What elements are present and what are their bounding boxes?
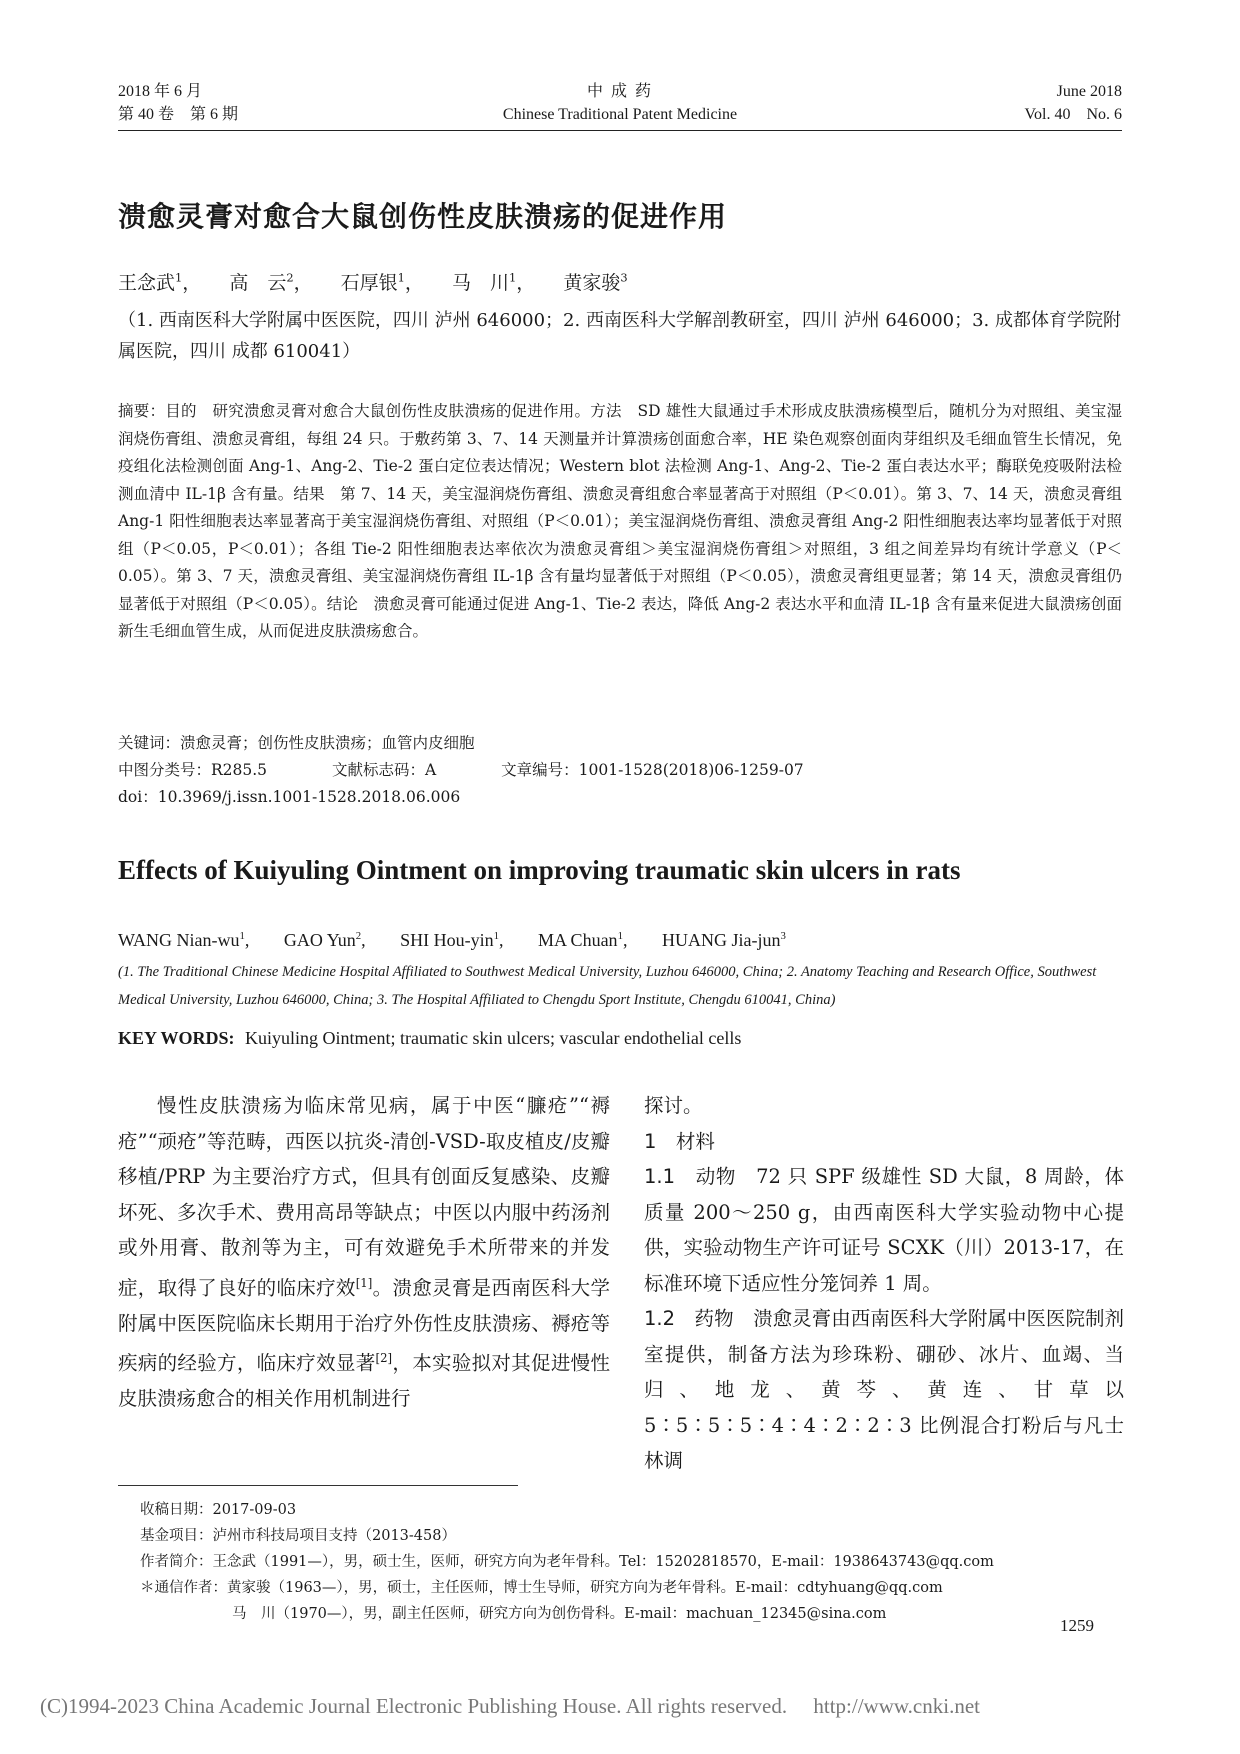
author-en: WANG Nian-$wu^1$, — [118, 930, 250, 950]
keywords-en-text: Kuiyuling Ointment; traumatic skin ulcers; vascular endothelial cells — [245, 1028, 742, 1048]
journal-name-cn: 中 成 药 — [586, 83, 653, 100]
author-intro: 作者简介：王念武（1991—），男，硕士生，医师，研究方向为老年骨科。Tel：15202818570，E-mail：1938643743@qq.com — [140, 1554, 994, 1570]
subsection-drugs: 1.2 药物 溃愈灵膏由西南医科大学附属中医医院制剂室提供，制备方法为珍珠粉、硼砂、冰片、血竭、当归、地龙、黄芩、黄连、甘草以 5∶5∶5∶5∶4∶4∶2∶2∶3 比例混合打粉后与凡士林调 — [644, 1307, 1124, 1472]
abstract-cn: 摘要：目的 研究溃愈灵膏对愈合大鼠创伤性皮肤溃疡的促进作用。方法 SD 雄性大鼠通过手术形成皮肤溃疡模型后，随机分为对照组、美宝湿润烧伤膏组、溃愈灵膏组，每组 24 只。于敷药第 3、7、14 天测量并计算溃疡创面愈合率，HE 染色观察创面肉芽组织及毛细血管生长情况，免疫组化法检测创面 Ang-1、Ang-2、Tie-2 蛋白定位表达情况；Western blot 法检测 Ang-1、Ang-2、Tie-2 蛋白表达水平；酶联免疫吸附法检测血清中 IL-1β 含有量。结果 第 7、14 天，美宝湿润烧伤膏组、溃愈灵膏组愈合率显著高于对照组（P＜0.01）。第 3、7、14 天，溃愈灵膏组 Ang-1 阳性细胞表达率显著高于美宝湿润烧伤膏组、对照组（P＜0.01）；美宝湿润烧伤膏组、溃愈灵膏组 Ang-2 阳性细胞表达率均显著低于对照组（P＜0.05，P＜0.01）；各组 Tie-2 阳性细胞表达率依次为溃愈灵膏组＞美宝湿润烧伤膏组＞对照组，3 组之间差异均有统计学意义（P＜0.05）。第 3、7 天，溃愈灵膏组、美宝湿润烧伤膏组 IL-1β 含有量均显著低于对照组（P＜0.05），溃愈灵膏组更显著；第 14 天，溃愈灵膏组仍显著低于对照组（P＜0.05）。结论 溃愈灵膏可能通过促进 Ang-1、Tie-2 表达，降低 Ang-2 表达水平和血清 IL-1β 含有量来促进大鼠溃疡创面新生毛细血管生成，从而促进皮肤溃疡愈合。 — [118, 402, 1122, 640]
keywords-en-label: KEY WORDS: — [118, 1028, 235, 1048]
author-cn: 马 川$^1$， — [451, 270, 536, 294]
article-number: 文章编号：1001-1528(2018)06-1259-07 — [501, 761, 804, 779]
journal-name-en: Chinese Traditional Patent Medicine — [502, 106, 738, 123]
header-divider — [118, 130, 1122, 131]
author-cn: 王念武$^1$， — [118, 270, 202, 294]
section-heading: 1 材料 — [644, 1129, 715, 1153]
keywords-cn: 关键词：溃愈灵膏；创伤性皮肤溃疡；血管内皮细胞 — [118, 734, 475, 752]
header-date-cn: 2018 年 6 月 — [118, 83, 203, 100]
paragraph-continuation: 探讨。 — [644, 1094, 703, 1117]
author-list-en — [118, 930, 816, 951]
author-en: GAO Yun$^2$, — [283, 930, 366, 950]
affiliations-en: (1. The Traditional Chinese Medicine Hospital Affiliated to Southwest Medical University, Luzhou 646000, China; 2. Anatomy Teaching and Research Office, Southwest Medical University, Luzhou 646000, China; 3. The Hospital Affiliated to Chengdu Sport Institute, Chengdu 610041, China) — [118, 964, 1097, 1008]
citation-ref: [2] — [375, 1351, 393, 1365]
author-en: SHI Hou-yin$^1$, — [400, 930, 504, 950]
subsection-animals: 1.1 动物 72 只 SPF 级雄性 SD 大鼠，8 周龄，体质量 200～250 g，由西南医科大学实验动物中心提供，实验动物生产许可证号 SCXK（川）2013-17，在标准环境下适应性分笼饲养 1 周。 — [644, 1165, 1124, 1295]
corresponding-author: 马 川（1970—），男，副主任医师，研究方向为创伤骨科。E-mail：machuan_12345@sina.com — [232, 1606, 887, 1622]
page-number: 1259 — [1060, 1616, 1094, 1635]
subsection-label: 1.1 动物 — [644, 1165, 736, 1188]
classification-line — [118, 758, 1122, 780]
article-title-en: Effects of Kuiyuling Ointment on improving traumatic skin ulcers in rats — [118, 855, 961, 885]
header-date-en: June 2018 — [1056, 83, 1122, 100]
fund-info: 基金项目：泸州市科技局项目支持（2013-458） — [140, 1528, 456, 1544]
body-column-right — [644, 1088, 1124, 1479]
journal-date-volume — [118, 80, 418, 126]
article-title-cn: 溃愈灵膏对愈合大鼠创伤性皮肤溃疡的促进作用 — [118, 200, 728, 233]
doi: doi：10.3969/j.issn.1001-1528.2018.06.006 — [118, 788, 461, 806]
affiliations-cn: （1. 西南医科大学附属中医医院，四川 泸州 646000；2. 西南医科大学解剖教研室，四川 泸州 646000；3. 成都体育学院附属医院，四川 成都 610041） — [118, 310, 1121, 362]
received-date: 收稿日期：2017-09-03 — [140, 1502, 297, 1518]
body-column-left — [118, 1088, 610, 1417]
corresponding-author: ＊通信作者：黄家骏（1963—），男，硕士，主任医师，博士生导师，研究方向为老年骨科。E-mail：cdtyhuang@qq.com — [140, 1580, 943, 1596]
author-cn: 高 云$^2$， — [229, 270, 313, 294]
document-code: 文献标志码：A — [331, 761, 437, 779]
citation-ref: [1] — [355, 1275, 373, 1290]
header-volume-en: Vol. 40 No. 6 — [1024, 106, 1122, 123]
author-cn: 石厚银$^1$， — [340, 270, 424, 294]
author-en: MA Chuan$^1$, — [538, 930, 628, 950]
header-volume-cn: 第 40 卷 第 6 期 — [118, 106, 239, 123]
author-list-cn — [118, 268, 650, 295]
copyright-footer: (C)1994-2023 China Academic Journal Electronic Publishing House. All rights reserved. http://www.cnki.net — [40, 1694, 980, 1718]
subsection-label: 1.2 药物 — [644, 1307, 734, 1330]
author-en: HUANG Jia-jun$^3$ — [661, 930, 786, 950]
journal-name — [420, 80, 820, 126]
clc-number: 中图分类号：R285.5 — [118, 761, 268, 779]
footnote-divider — [118, 1485, 518, 1486]
intro-paragraph: 慢性皮肤溃疡为临床常见病，属于中医“臁疮”“褥疮”“顽疮”等范畴，西医以抗炎-清创-VSD-取皮植皮/皮瓣移植/PRP 为主要治疗方式，但具有创面反复感染、皮瓣坏死、多次手术、费用高昂等缺点；中医以内服中药汤剂或外用膏、散剂等为主，可有效避免手术所带来的并发症，取得了良好的临床疗效[1]。溃愈灵膏是西南医科大学附属中医医院临床长期用于治疗外伤性皮肤溃疡、褥疮等疾病的经验方，临床疗效显著[2]，本实验拟对其促进慢性皮肤溃疡愈合的相关作用机制进行 — [118, 1094, 610, 1410]
keywords-en — [118, 1028, 741, 1049]
journal-date-volume-en — [820, 80, 1122, 126]
author-cn: 黄家骏$^3$ — [563, 270, 628, 294]
